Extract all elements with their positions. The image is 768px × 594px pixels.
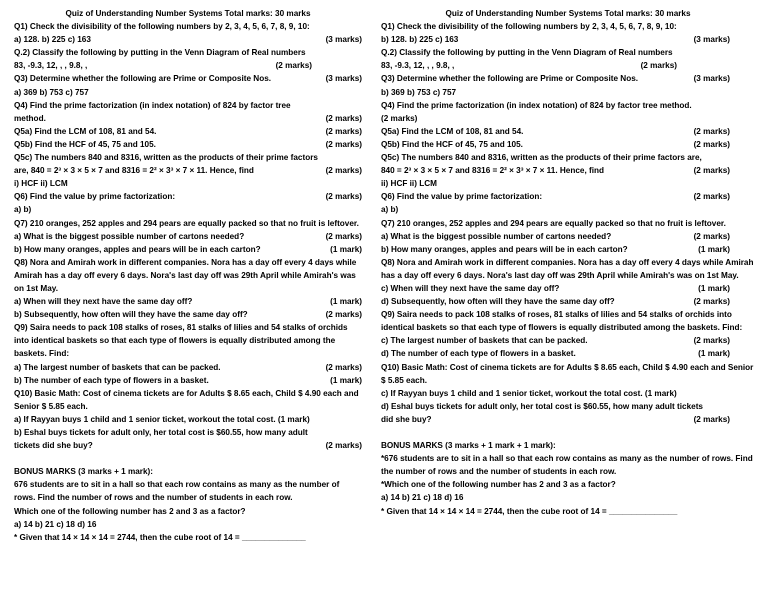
question-5c: Q5c) The numbers 840 and 8316, written as the products of their prime factors are, <box>381 153 702 163</box>
question-10a: a) If Rayyan buys 1 child and 1 senior ticket, workout the total cost. (1 mark) <box>14 414 310 424</box>
marks-label: (2 marks) <box>693 139 730 149</box>
question-9a-text: c) The largest number of baskets that can be packed. <box>381 336 588 346</box>
bonus-question-2: *Which one of the following number has 2 and 3 as a factor? <box>381 480 616 490</box>
question-9b <box>14 374 362 387</box>
question-9: Q9) Saira needs to pack 108 stalks of roses, 81 stalks of lilies and 54 stalks of orchids into identical baskets so that each type of flowers is equally distributed among the baskets. Find: <box>14 323 348 359</box>
marks-label: (2 marks) <box>325 113 362 123</box>
question-8a <box>381 282 755 295</box>
question-3-options: b) 369 b) 753 c) 757 <box>381 87 457 97</box>
question-7b <box>14 243 362 256</box>
question-9b <box>381 347 755 360</box>
question-5b-text: Q5b) Find the HCF of 45, 75 and 105. <box>14 139 156 149</box>
marks-label: (3 marks) <box>693 74 730 84</box>
question-3 <box>14 72 362 85</box>
question-3-text: Q3) Determine whether the following are Prime or Composite Nos. <box>14 74 272 84</box>
question-5a <box>381 125 755 138</box>
bonus-heading: BONUS MARKS (3 marks + 1 mark): <box>14 467 154 477</box>
question-10b-cont <box>381 413 755 426</box>
question-5c: Q5c) The numbers 840 and 8316, written as the products of their prime factors <box>14 153 318 163</box>
bonus-heading: BONUS MARKS (3 marks + 1 mark + 1 mark): <box>381 441 556 451</box>
bonus-question-2: Which one of the following number has 2 and 3 as a factor? <box>14 506 246 516</box>
question-8b-text: b) Subsequently, how often will they have the same day off? <box>14 310 248 320</box>
marks-label: (1 mark) <box>698 244 730 254</box>
question-1: Q1) Check the divisibility of the following numbers by 2, 3, 4, 5, 6, 7, 8, 9, 10: <box>14 22 310 32</box>
question-8b <box>381 295 755 308</box>
marks-label: (2 marks) <box>640 61 677 71</box>
bonus-question-3: * Given that 14 × 14 × 14 = 2744, then the cube root of 14 = ______________ <box>14 532 306 542</box>
question-5c-options: ii) HCF ii) LCM <box>381 179 437 189</box>
question-7a-text: a) What is the biggest possible number of cartons needed? <box>381 231 612 241</box>
question-7a-text: a) What is the biggest possible number of cartons needed? <box>14 231 245 241</box>
question-6-options: a) b) <box>381 205 399 215</box>
marks-label: (2 marks) <box>325 166 362 176</box>
question-1-options <box>381 33 755 46</box>
question-2-values <box>14 59 362 72</box>
marks-label: (3 marks) <box>693 35 730 45</box>
question-4-cont-text: method. <box>14 113 46 123</box>
question-6-options: a) b) <box>14 205 32 215</box>
question-10b-cont <box>14 439 362 452</box>
bonus-question-3: * Given that 14 × 14 × 14 = 2744, then the cube root of 14 = _______________ <box>381 506 678 516</box>
question-4: Q4) Find the prime factorization (in index notation) of 824 by factor tree method. <box>381 100 692 110</box>
quiz-title: Quiz of Understanding Number Systems Total marks: 30 marks <box>65 9 311 18</box>
question-9a-text: a) The largest number of baskets that can be packed. <box>14 362 221 372</box>
marks-label: (2 marks) <box>325 362 362 372</box>
question-7b-text: b) How many oranges, apples and pears will be in each carton? <box>381 244 628 254</box>
question-8b-text: d) Subsequently, how often will they have the same day off? <box>381 297 615 307</box>
question-9b-text: d) The number of each type of flowers in a basket. <box>381 349 576 359</box>
question-5c-options: i) HCF ii) LCM <box>14 179 68 189</box>
marks-label: (2 marks) <box>693 166 730 176</box>
marks-label: (3 marks) <box>325 74 362 84</box>
question-9: Q9) Saira needs to pack 108 stalks of roses, 81 stalks of lilies and 54 stalks of orchids into identical baskets so that each type of flowers is equally distributed among the baskets. Find: <box>381 310 743 333</box>
question-1-options-text: b) 128. b) 225 c) 163 <box>381 35 459 45</box>
marks-label: (1 mark) <box>330 375 362 385</box>
question-6 <box>381 190 755 203</box>
question-3-options: a) 369 b) 753 c) 757 <box>14 87 89 97</box>
marks-label: (2 marks) <box>325 231 362 241</box>
bonus-question-2-options: a) 14 b) 21 c) 18 d) 16 <box>381 493 464 503</box>
left-quiz-column <box>14 7 362 544</box>
question-4-marks: (2 marks) <box>381 113 418 123</box>
question-10b: d) Eshal buys tickets for adult only, her total cost is $60.55, how many adult tickets <box>381 401 703 411</box>
marks-label: (1 mark) <box>698 349 730 359</box>
question-8a-text: a) When will they next have the same day off? <box>14 297 193 307</box>
question-4-cont <box>14 112 362 125</box>
marks-label: (2 marks) <box>693 231 730 241</box>
question-2: Q.2) Classify the following by putting in the Venn Diagram of Real numbers <box>381 48 673 58</box>
question-7a <box>14 230 362 243</box>
marks-label: (2 marks) <box>275 61 312 71</box>
question-8b <box>14 308 362 321</box>
question-5a-text: Q5a) Find the LCM of 108, 81 and 54. <box>381 126 524 136</box>
marks-label: (2 marks) <box>693 192 730 202</box>
spacer <box>14 452 362 465</box>
question-9a <box>381 334 755 347</box>
question-1-options <box>14 33 362 46</box>
question-10: Q10) Basic Math: Cost of cinema tickets are for Adults $ 8.65 each, Child $ 4.90 each and Senior $ 5.85 each. <box>381 362 754 385</box>
marks-label: (2 marks) <box>325 310 362 320</box>
question-8a <box>14 295 362 308</box>
question-5c-equation <box>381 164 755 177</box>
question-5b-text: Q5b) Find the HCF of 45, 75 and 105. <box>381 139 523 149</box>
question-2-values <box>381 59 755 72</box>
marks-label: (2 marks) <box>325 126 362 136</box>
question-7b-text: b) How many oranges, apples and pears will be in each carton? <box>14 244 261 254</box>
question-7a <box>381 230 755 243</box>
question-8: Q8) Nora and Amirah work in different companies. Nora has a day off every 4 days while Amirah has a day off every 6 days. Nora's last day off was 29th April while Amirah's was on 1st May. <box>14 257 357 293</box>
question-5a <box>14 125 362 138</box>
question-5b <box>14 138 362 151</box>
question-3 <box>381 72 755 85</box>
question-10b-cont-text: tickets did she buy? <box>14 441 93 451</box>
quiz-title: Quiz of Understanding Number Systems Total marks: 30 marks <box>445 9 691 18</box>
marks-label: (2 marks) <box>693 336 730 346</box>
question-10b: b) Eshal buys tickets for adult only, her total cost is $60.55, how many adult <box>14 428 308 437</box>
question-2: Q.2) Classify the following by putting in the Venn Diagram of Real numbers <box>14 48 306 58</box>
marks-label: (2 marks) <box>693 414 730 424</box>
marks-label: (2 marks) <box>693 126 730 136</box>
spacer <box>381 426 755 439</box>
marks-label: (1 mark) <box>330 244 362 254</box>
question-7b <box>381 243 755 256</box>
question-3-text: Q3) Determine whether the following are Prime or Composite Nos. <box>381 74 639 84</box>
bonus-question-1: 676 students are to sit in a hall so that each row contains as many as the number of rows. Find the number of rows and the number of students in each row. <box>14 480 340 503</box>
marks-label: (1 mark) <box>698 283 730 293</box>
question-4: Q4) Find the prime factorization (in index notation) of 824 by factor tree <box>14 100 291 110</box>
right-quiz-column <box>381 7 755 518</box>
question-10: Q10) Basic Math: Cost of cinema tickets are for Adults $ 8.65 each, Child $ 4.90 each and Senior $ 5.85 each. <box>14 388 359 411</box>
question-5c-equation-text: 840 = 2³ × 3 × 5 × 7 and 8316 = 2² × 3³ × 7 × 11. Hence, find <box>381 166 605 176</box>
marks-label: (2 marks) <box>325 192 362 202</box>
question-1-options-text: a) 128. b) 225 c) 163 <box>14 35 91 45</box>
question-9a <box>14 361 362 374</box>
question-7: Q7) 210 oranges, 252 apples and 294 pears are equally packed so that no fruit is leftover. <box>14 218 359 228</box>
question-8a-text: c) When will they next have the same day off? <box>381 283 560 293</box>
bonus-question-2-options: a) 14 b) 21 c) 18 d) 16 <box>14 519 97 529</box>
marks-label: (3 marks) <box>325 35 362 45</box>
bonus-question-1: *676 students are to sit in a hall so that each row contains as many as the number of rows. Find the number of rows and the number of students in each row. <box>381 454 753 477</box>
question-6-text: Q6) Find the value by prime factorization: <box>381 192 543 202</box>
question-5a-text: Q5a) Find the LCM of 108, 81 and 54. <box>14 126 157 136</box>
question-6 <box>14 190 362 203</box>
question-2-values-text: 83, -9.3, 12, , , 9.8, , <box>381 61 455 71</box>
question-9b-text: b) The number of each type of flowers in a basket. <box>14 375 209 385</box>
question-5c-equation <box>14 164 362 177</box>
question-1: Q1) Check the divisibility of the following numbers by 2, 3, 4, 5, 6, 7, 8, 9, 10: <box>381 22 677 32</box>
question-6-text: Q6) Find the value by prime factorization: <box>14 192 176 202</box>
question-8: Q8) Nora and Amirah work in different companies. Nora has a day off every 4 days while Amirah has a day off every 6 days. Nora's last day off was 29th April while Amirah's was on 1st May. <box>381 257 754 280</box>
question-10a: c) If Rayyan buys 1 child and 1 senior ticket, workout the total cost. (1 mark) <box>381 388 677 398</box>
marks-label: (2 marks) <box>325 441 362 451</box>
question-7: Q7) 210 oranges, 252 apples and 294 pears are equally packed so that no fruit is leftover. <box>381 218 726 228</box>
question-5c-equation-text: are, 840 = 2³ × 3 × 5 × 7 and 8316 = 2² × 3³ × 7 × 11. Hence, find <box>14 166 254 176</box>
question-2-values-text: 83, -9.3, 12, , , 9.8, , <box>14 61 88 71</box>
question-5b <box>381 138 755 151</box>
marks-label: (2 marks) <box>325 139 362 149</box>
question-10b-cont-text: did she buy? <box>381 414 432 424</box>
marks-label: (1 mark) <box>330 297 362 307</box>
marks-label: (2 marks) <box>693 297 730 307</box>
